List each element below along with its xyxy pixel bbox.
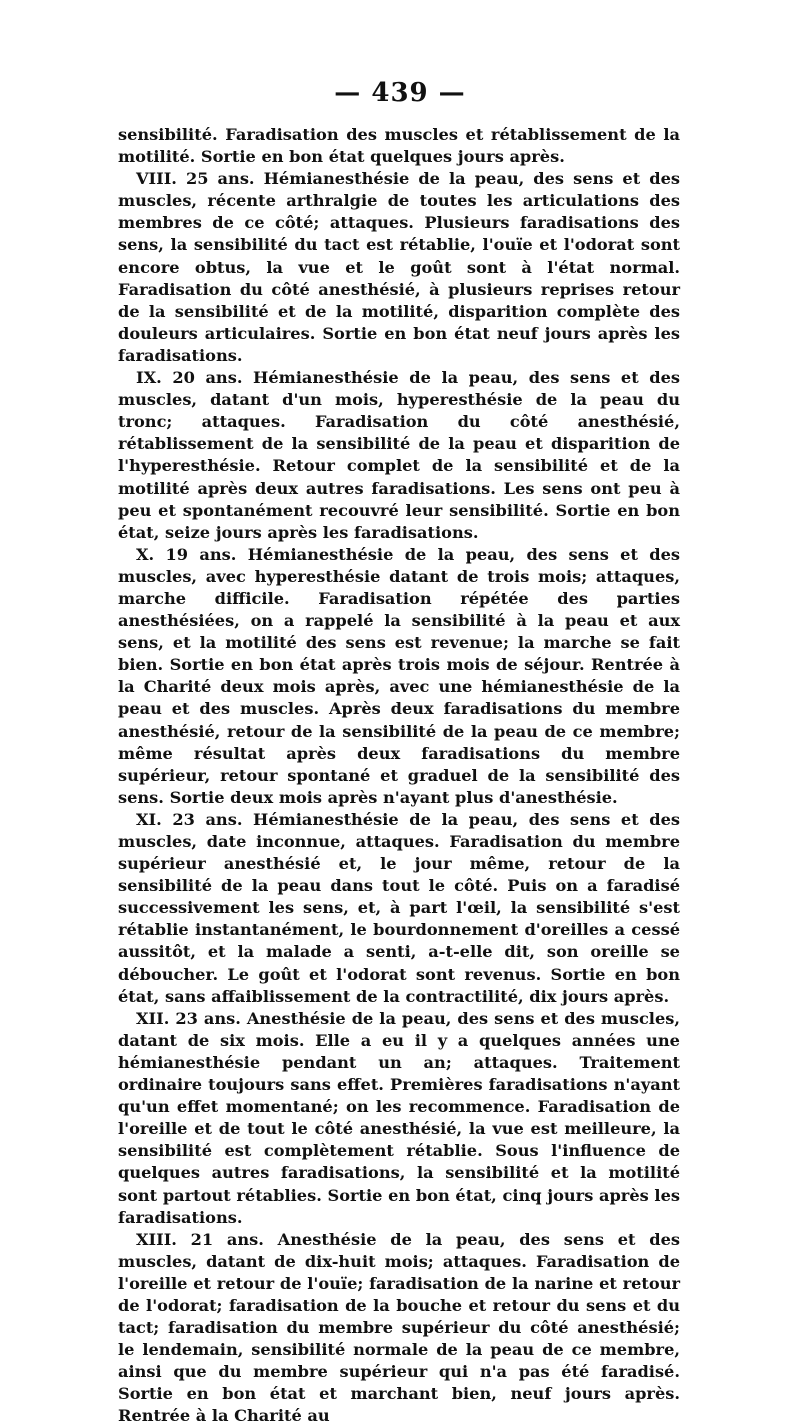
paragraph-case-xiii: XIII. 21 ans. Anesthésie de la peau, des sens et des muscles, datant de dix-huit mois; attaques. Faradisation de l'oreille et retour de l'ouïe; faradisation de la narine et retour de l'odorat; faradisation de la bouche et retour du sens et du tact; faradisation du membre supérieur du côté anesthésié; le lendemain, sensibilité normale de la peau de ce membre, ainsi que du membre supérieur qui n'a pas été faradisé. Sortie en bon état et marchant bien, neuf jours après. Rentrée à la Charité au <box>118 1229 680 1426</box>
paragraph-case-viii: VIII. 25 ans. Hémianesthésie de la peau, des sens et des muscles, récente arthralgie de toutes les articulations des membres de ce côté; attaques. Plusieurs faradisations des sens, la sensibilité du tact est rétablie, l'ouïe et l'odorat sont encore obtus, la vue et le goût sont à l'état normal. Faradisation du côté anesthésié, à plusieurs reprises retour de la sensibilité et de la motilité, disparition complète des douleurs articulaires. Sortie en bon état neuf jours après les faradisations. <box>118 169 680 365</box>
paragraph-case-xi: XI. 23 ans. Hémianesthésie de la peau, des sens et des muscles, date inconnue, attaques. Faradisation du membre supérieur anesthésié et, le jour même, retour de la sensibilité de la peau dans tout le côté. Puis on a faradisé successivement les sens, et, à part l'œil, la sensibilité s'est rétablie instantanément, le bourdonnement d'oreilles a cessé aussitôt, et la malade a senti, a-t-elle dit, son oreille se déboucher. Le goût et l'odorat sont revenus. Sortie en bon état, sans affaiblissement de la contractilité, dix jours après. <box>118 809 680 1006</box>
paragraph-case-xii: XII. 23 ans. Anesthésie de la peau, des sens et des muscles, datant de six mois. Elle a eu il y a quelques années une hémianesthésie pendant un an; attaques. Traitement ordinaire toujours sans effet. Premières faradisations n'ayant qu'un effet momentané; on les recommence. Faradisation de l'oreille et de tout le côté anesthésié, la vue est meilleure, la sensibilité est complètement rétablie. Sous l'influence de quelques autres faradisations, la sensibilité et la motilité sont partout rétablies. Sortie en bon état, cinq jours après les faradisations. <box>118 1008 680 1227</box>
paragraph-case-ix: IX. 20 ans. Hémianesthésie de la peau, des sens et des muscles, datant d'un mois, hyperesthésie de la peau du tronc; attaques. Faradisation du côté anesthésié, rétablissement de la sensibilité de la peau et disparition de l'hyperesthésie. Retour complet de la sensibilité et de la motilité après deux autres faradisations. Les sens ont peu à peu et spontanément recouvré leur sensibilité. Sortie en bon état, seize jours après les faradisations. <box>118 368 680 542</box>
paragraph-continuation: sensibilité. Faradisation des muscles et rétablissement de la motilité. Sortie en bon état quelques jours après. <box>118 125 680 167</box>
body-text <box>118 124 680 1428</box>
page-number: — 439 — <box>334 78 466 108</box>
paragraph-case-x: X. 19 ans. Hémianesthésie de la peau, des sens et des muscles, avec hyperesthésie datant de trois mois; attaques, marche difficile. Faradisation répétée des parties anesthésiées, on a rappelé la sensibilité à la peau et aux sens, et la motilité des sens est revenue; la marche se fait bien. Sortie en bon état après trois mois de séjour. Rentrée à la Charité deux mois après, avec une hémianesthésie de la peau et des muscles. Après deux faradisations du membre anesthésié, retour de la sensibilité de la peau de ce membre; même résultat après deux faradisations du membre supérieur, retour spontané et graduel de la sensibilité des sens. Sortie deux mois après n'ayant plus d'anesthésie. <box>118 544 680 807</box>
